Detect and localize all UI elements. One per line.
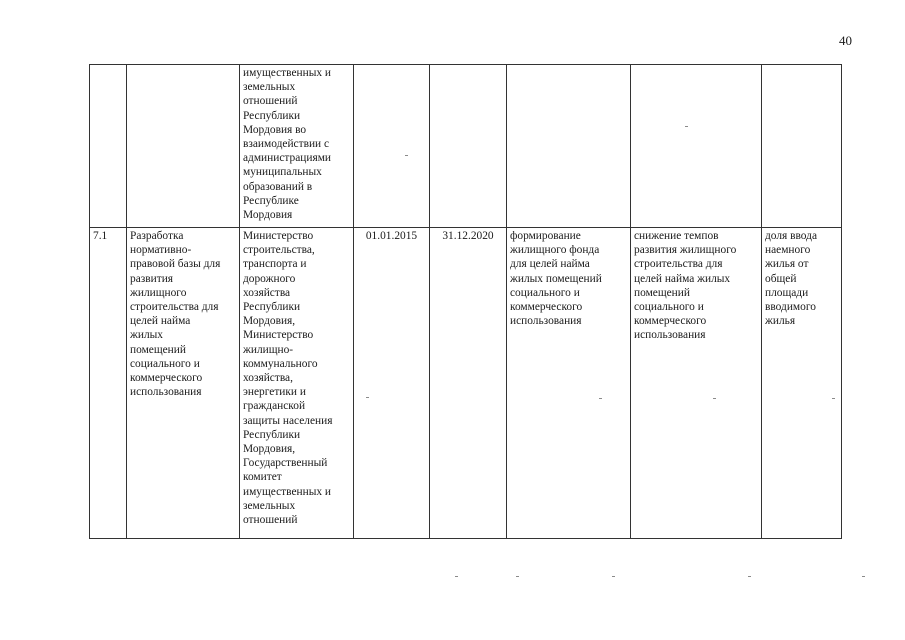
cell-indicator xyxy=(762,65,842,228)
scan-speck xyxy=(612,576,615,577)
cell-start-date: 01.01.2015 xyxy=(354,228,430,539)
cell-end-date: 31.12.2020 xyxy=(430,228,507,539)
cell-expected-result: формирование жилищного фонда для целей найма жилых помещений социального и коммерческого использования xyxy=(507,228,631,539)
table-row-7-1 xyxy=(90,228,842,539)
scan-speck xyxy=(599,398,602,399)
scan-speck xyxy=(366,397,369,398)
cell-start-date xyxy=(354,65,430,228)
cell-indicator: доля ввода наемного жилья от общей площади вводимого жилья xyxy=(762,228,842,539)
scan-speck xyxy=(832,398,835,399)
table-row-continued xyxy=(90,65,842,228)
scan-speck xyxy=(685,126,688,127)
cell-executor: Министерство строительства, транспорта и дорожного хозяйства Республики Мордовия, Министерство жилищно- коммунального хозяйства, энергетики и гражданской защиты населения Республики Мордовия, Государственный комитет имущественных и земельных отношений xyxy=(240,228,354,539)
cell-name: Разработка нормативно- правовой базы для развития жилищного строительства для целей найма жилых помещений социального и коммерческого использования xyxy=(127,228,240,539)
scan-speck xyxy=(713,398,716,399)
cell-consequences xyxy=(631,65,762,228)
cell-end-date xyxy=(430,65,507,228)
scan-speck xyxy=(405,155,408,156)
page-number: 40 xyxy=(839,33,852,48)
scan-speck xyxy=(516,576,519,577)
cell-number xyxy=(90,65,127,228)
cell-number: 7.1 xyxy=(90,228,127,539)
scan-speck xyxy=(748,576,751,577)
cell-consequences: снижение темпов развития жилищного строительства для целей найма жилых помещений социального и коммерческого использования xyxy=(631,228,762,539)
cell-name xyxy=(127,65,240,228)
scan-speck xyxy=(455,576,458,577)
cell-executor: имущественных и земельных отношений Республики Мордовия во взаимодействии с администрациями муниципальных образований в Республике Мордовия xyxy=(240,65,354,228)
cell-expected-result xyxy=(507,65,631,228)
measures-table xyxy=(89,64,842,539)
scan-speck xyxy=(862,576,865,577)
